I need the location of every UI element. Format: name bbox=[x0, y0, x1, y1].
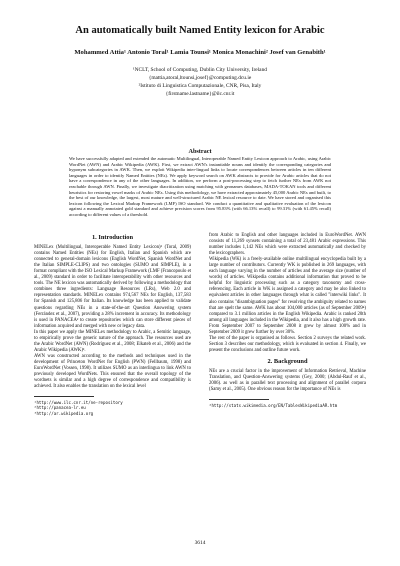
affiliation-email: {mattia,atoral,ltounsi,josef}@computing.dcu.ie bbox=[148, 75, 252, 81]
affiliation-line: ¹NCLT, School of Computing, Dublin City University, Ireland bbox=[133, 67, 267, 73]
footnote-divider bbox=[34, 396, 94, 397]
affiliation-email: {firstname.lastname}@ilc.cnr.it bbox=[165, 91, 235, 97]
left-column bbox=[34, 233, 191, 416]
footnote: ²http://panacea-lr.eu bbox=[34, 405, 86, 411]
footnote: ³http://ar.wikipedia.org bbox=[34, 410, 94, 416]
footnote: ⁴http://stats.wikimedia.org/EN/TablesWikipediaAR.htm bbox=[209, 403, 338, 409]
paper-title: An automatically built Named Entity lexicon for Arabic bbox=[75, 25, 325, 36]
paragraph: from Arabic to English and other languages included in EuroWordNet. AWN consists of 11,269 synsets containing a total of 23,481 Arabic expressions. This number includes 1,142 NEs which were extracted automatically and checked by the lexicographers. bbox=[209, 233, 366, 257]
paragraph: Wikipedia (WK) is a freely-available online multilingual encyclopedia built by a large number of contributors. Currently WK is published in 269 languages, with each language varying in the number of articles and the average size (number of words) of articles. Wikipedia contains additional information that proved to be helpful for linguistic processing such as a category taxonomy and cross-referencing. Each article in WK is assigned a category and may be also linked to equivalent articles in other languages through what is called "interwiki links". It also contains "disambiguation pages" for resolving the ambiguity related to names that are spelt the same. AWK has about 104,000 articles (as of September 2009⁴) compared to 3.1 million articles in the English Wikipedia. Arabic is ranked 20th among all languages included in the Wikipedia, and it also has a high growth rate. From September 2007 to September 2008 it grew by almost 100% and in September 2009 it grew further by over 30%. bbox=[209, 257, 366, 335]
section-heading-introduction: 1. Introduction bbox=[91, 234, 134, 241]
abstract-text: We have successfully adapted and extended the automatic Multilingual, Interoperable Named Entity Lexicon approach to Arabic, using Arabic WordNet (AWN) and Arabic Wikipedia (AWK). First, we extract AWN's instantiable nouns and identify the corresponding categories and hyponym subcategories in AWK. Then, we exploit Wikipedia inter-lingual links to locate correspondences between articles in ten different languages in order to identify Named Entities (NEs). We apply keyword search on AWK abstracts to provide for Arabic articles that do not have a correspondence in any of the other languages. In addition, we perform a post-processing step to fetch further NEs from AWK not reachable through AWN. Finally, we investigate diacritization using matching with geonames databases, MADA-TOKAN tools and different heuristics for restoring vowel marks of Arabic NEs. Using this methodology, we have extracted approximately 45,000 Arabic NEs and built, to the best of our knowledge, the largest, most mature and well-structured Arabic NE lexical resource to date. We have stored and organised this lexicon following the Lexical Markup Framework (LMF) ISO standard. We conduct a quantitative and qualitative evaluation of the lexicon against a manually annotated gold standard and achieve precision scores from 95.83% (with 66.13% recall) to 99.31% (with 61.45% recall) according to different values of a threshold. bbox=[69, 156, 331, 217]
paragraph: AWN was constructed according to the methods and techniques used in the development of Princeton WordNet for English (PWN) (Fellbaum, 1998) and EuroWordNet (Vossen, 1998). It utilizes SUMO as an interlingua to link AWN to previously developed WordNets. This ensured that the overall topology of the wordnets is similar and a high degree of correspondence and compatibility is achieved. It also enables the translation on the lexical level bbox=[34, 353, 191, 390]
paragraph: MINELex (Multilingual, Interoperable Named Entity Lexicon)¹ (Toral, 2009) contains Named Entities (NEs) for English, Italian and Spanish which are connected to general-domain lexicons (English WordNet, Spanish WordNet and the Italian SIMPLE-CLIPS) and two ontologies (SUMO and SIMPLE), in a format compliant with the ISO Lexical Markup Framework (LMF (Francopoulo et al., 2009) standard in order to facilitate interoperability with other resources and tools. The NE lexicon was automatically derived by following a methodology that combines three ingredients: Language Resources (LRs), Web 2.0 and representation standards. MINELex contains 974,567 NEs for English, 137,583 for Spanish and 125,806 for Italian. Its knowledge has been applied to validate questions regarding NEs in a state-of-the-art Question Answering system (Ferrández et al., 2007), providing a 28% increment in accuracy. Its methodology is used in PANACEA² to create repositories which can store different pieces of information acquired and merged with new or legacy data. bbox=[34, 245, 191, 329]
footnote: ¹http://www.ilc.cnr.it/ne-repository bbox=[34, 400, 123, 406]
paragraph: In this paper we apply the MINELex methodology to Arabic, a Semitic language, to empirically prove the generic nature of the approach. The resources used are the Arabic WordNet (AWN) (Rodríguez et al., 2008; Elkateb et al., 2006) and the Arabic Wikipedia (AWK)³. bbox=[34, 329, 191, 353]
affiliation-line: ²Istituto di Linguistica Computazionale, CNR, Pisa, Italy bbox=[138, 83, 262, 89]
paragraph: The rest of the paper is organised as follows. Section 2 surveys the related work. Section 3 describes our methodology, which is evaluated in section 4. Finally, we present the conclusions and outline future work. bbox=[209, 335, 366, 353]
paragraph: NEs are a crucial factor in the improvement of Information Retrieval, Machine Translation, and Question-Answering systems (Gey, 2000; (Abdul-Rauf et al., 2006). as well as in parallel text processing and alignment of parallel corpora (Samy et al., 2005). One obvious reason for the importance of NEs is bbox=[209, 368, 366, 393]
abstract-heading: Abstract bbox=[188, 148, 212, 155]
footnote-divider bbox=[209, 399, 269, 400]
author-list: Mohammed Attia¹ Antonio Toral¹ Lamia Tounsi¹ Monica Monachini² Josef van Genabith¹ bbox=[74, 49, 326, 56]
right-column bbox=[209, 233, 366, 408]
section-heading-background: 2. Background bbox=[267, 357, 308, 365]
page-number: 3614 bbox=[194, 540, 206, 546]
